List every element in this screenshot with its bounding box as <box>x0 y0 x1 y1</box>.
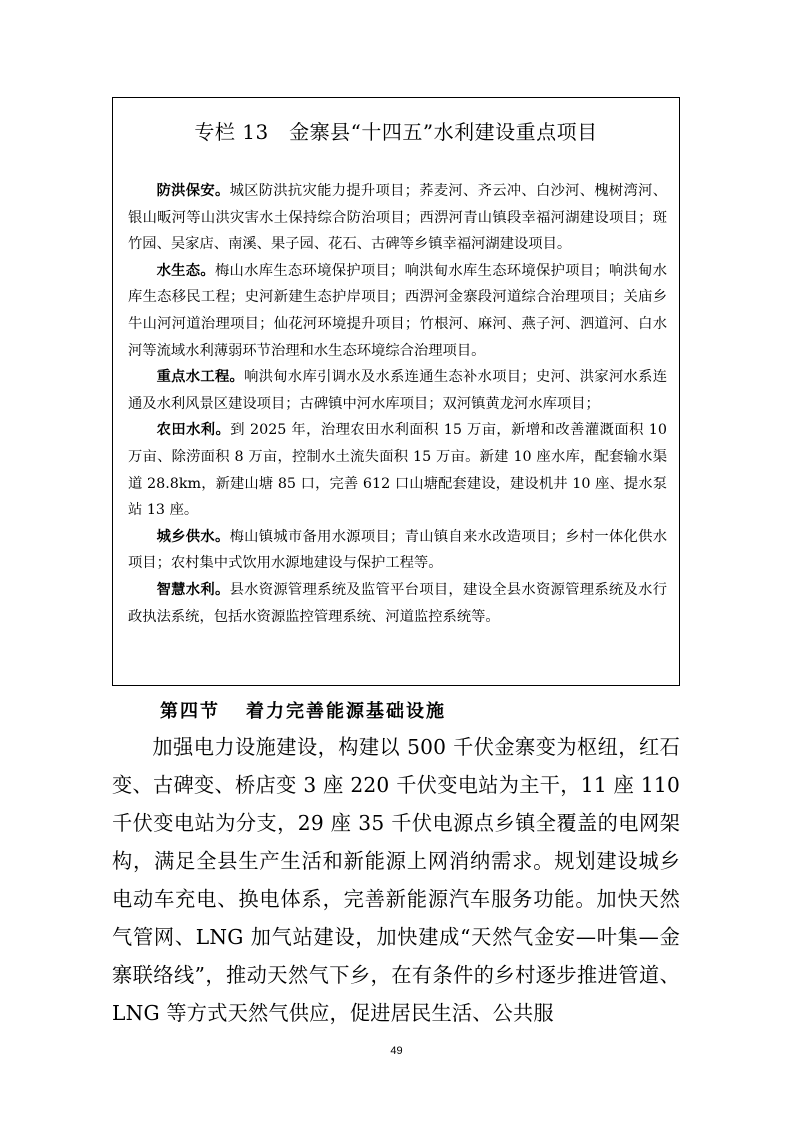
box-item-smart-water <box>128 577 667 630</box>
section-title: 着力完善能源基础设施 <box>246 701 446 722</box>
box-item-label: 防洪保安。 <box>156 183 230 199</box>
box-item-label: 农田水利。 <box>156 422 231 439</box>
box-item-text: 梅山水库生态环境保护项目；响洪甸水库生态环境保护项目；响洪甸水库生态移民工程；史河新建生态护岸项目；西淠河金寨段河道综合治理项目；关庙乡牛山河河道治理项目；仙花河环境提升项目；竹根河、麻河、燕子河、泗道河、白水河等流域水利薄弱环节治理和水生态环境综合治理项目。 <box>128 262 668 359</box>
box-item-farmland-irrigation <box>128 417 667 523</box>
box-title: 专栏 13 金寨县“十四五”水利建设重点项目 <box>194 120 598 144</box>
box-item-key-water-projects <box>128 364 667 417</box>
box-item-text: 城区防洪抗灾能力提升项目；荞麦河、齐云冲、白沙河、槐树湾河、银山畈河等山洪灾害水土保持综合防治项目；西淠河青山镇段幸福河湖建设项目；斑竹园、吴家店、南溪、果子园、花石、古碑等乡镇幸福河湖建设项目。 <box>128 183 668 253</box>
page-number: 49 <box>390 1045 403 1057</box>
box-item-flood-control <box>128 178 667 258</box>
box-item-text: 梅山镇城市备用水源项目；青山镇自来水改造项目；乡村一体化供水项目；农村集中式饮用水源地建设与保护工程等。 <box>128 528 668 572</box>
box-item-text: 响洪甸水库引调水及水系连通生态补水项目；史河、洪家河水系连通及水利风景区建设项目；古碑镇中河水库项目；双河镇黄龙河水库项目； <box>128 369 668 412</box>
box-body <box>128 178 667 630</box>
box-item-water-supply <box>128 524 667 577</box>
box-item-text: 县水资源管理系统及监管平台项目，建设全县水资源管理系统及水行政执法系统，包括水资源监控管理系统、河道监控系统等。 <box>128 581 668 625</box>
box-item-label: 重点水工程。 <box>156 369 245 386</box>
box-item-label: 城乡供水。 <box>156 528 230 545</box>
section-number: 第四节 <box>160 701 220 722</box>
box-item-text: 到 2025 年，治理农田水利面积 15 万亩，新增和改善灌溉面积 10 万亩、除涝面积 8 万亩，控制水土流失面积 15 万亩。新建 10 座水库，配套输水渠道 28.8km，新建山塘 85 口，完善 612 口山塘配套建设，建设机井 10 座、提水泵站 13 座。 <box>128 422 667 519</box>
body-paragraph: 加强电力设施建设，构建以 500 千伏金寨变为枢纽，红石变、古碑变、桥店变 3 座 220 千伏变电站为主干，11 座 110 千伏变电站为分支，29 座 35 千伏电源点乡镇全覆盖的电网架构，满足全县生产生活和新能源上网消纳需求。规划建设城乡电动车充电、换电体系，完善新能源汽车服务功能。加快天然气管网、LNG 加气站建设，加快建成“天然气金安—叶集—金寨联络线”，推动天然气下乡，在有条件的乡村逐步推进管道、LNG 等方式天然气供应，促进居民生活、公共服 <box>112 735 680 1025</box>
section-heading <box>160 697 446 723</box>
box-item-label: 智慧水利。 <box>156 581 230 598</box>
feature-box <box>112 97 680 686</box>
box-item-label: 水生态。 <box>156 262 215 279</box>
box-item-water-ecology <box>128 258 667 364</box>
